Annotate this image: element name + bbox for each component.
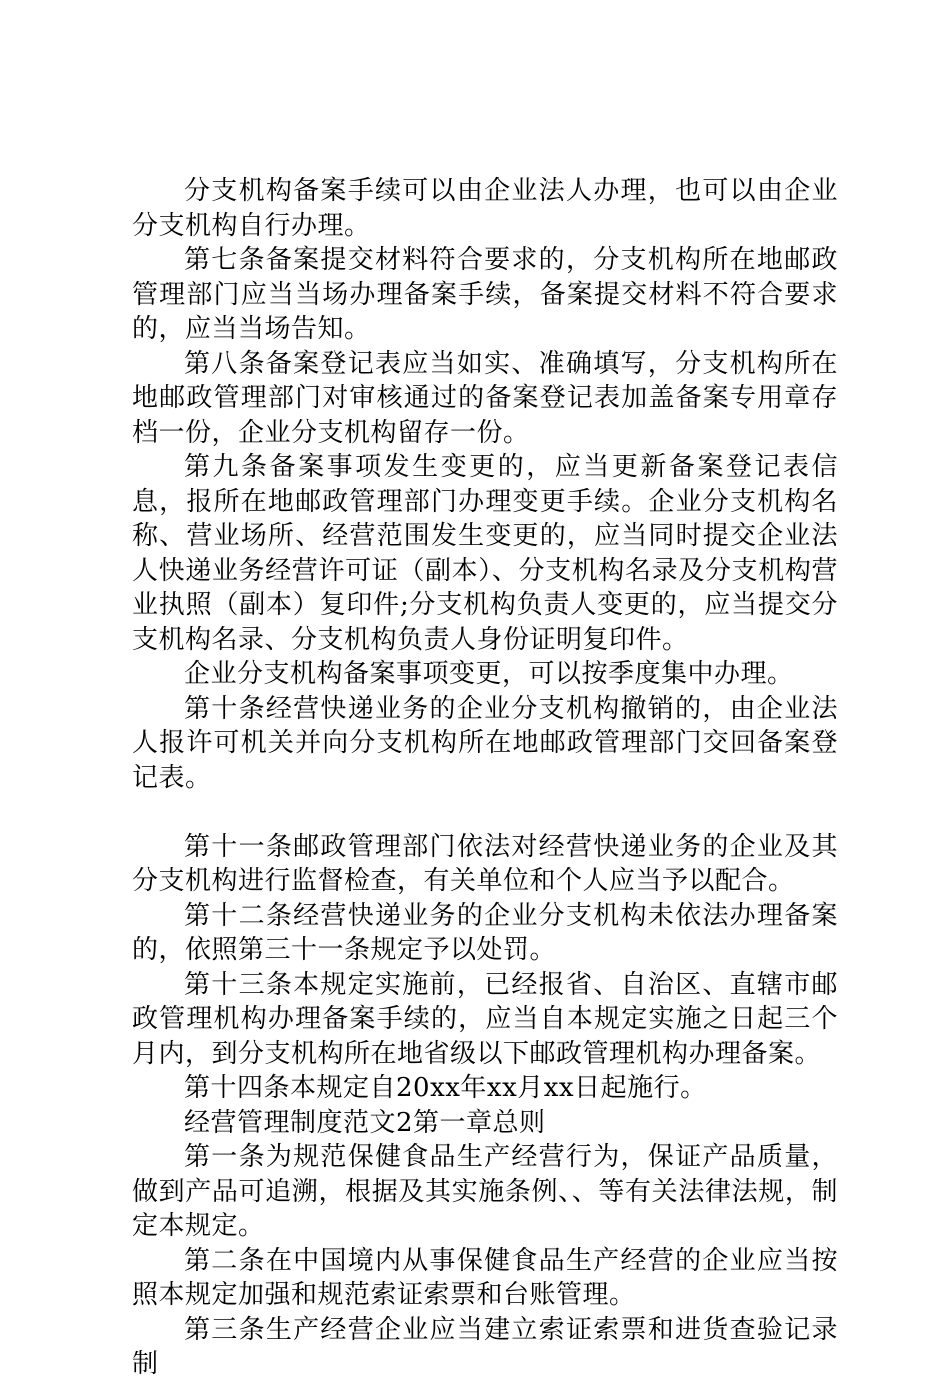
paragraph: 第十二条经营快递业务的企业分支机构未依法办理备案的，依照第三十一条规定予以处罚。	[132, 900, 838, 965]
document-body	[132, 174, 838, 1382]
paragraph: 第九条备案事项发生变更的，应当更新备案登记表信息，报所在地邮政管理部门办理变更手续。企业分支机构名称、营业场所、经营范围发生变更的，应当同时提交企业法人快递业务经营许可证（副本）、分支机构名录及分支机构营业执照（副本）复印件;分支机构负责人变更的，应当提交分支机构名录、分支机构负责人身份证明复印件。	[132, 452, 838, 655]
paragraph: 第八条备案登记表应当如实、准确填写，分支机构所在地邮政管理部门对审核通过的备案登记表加盖备案专用章存档一份，企业分支机构留存一份。	[132, 348, 838, 448]
paragraph: 第七条备案提交材料符合要求的，分支机构所在地邮政管理部门应当当场办理备案手续，备案提交材料不符合要求的，应当当场告知。	[132, 245, 838, 344]
paragraph: 第十一条邮政管理部门依法对经营快递业务的企业及其分支机构进行监督检查，有关单位和个人应当予以配合。	[132, 831, 838, 896]
paragraph: 第十三条本规定实施前，已经报省、自治区、直辖市邮政管理机构办理备案手续的，应当自本规定实施之日起三个月内，到分支机构所在地省级以下邮政管理机构办理备案。	[132, 969, 838, 1069]
paragraph: 第十条经营快递业务的企业分支机构撤销的，由企业法人报许可机关并向分支机构所在地邮政管理部门交回备案登记表。	[132, 693, 838, 793]
paragraph: 企业分支机构备案事项变更，可以按季度集中办理。	[184, 659, 794, 689]
section-heading: 经营管理制度范文2第一章总则	[184, 1107, 546, 1138]
paragraph: 第二条在中国境内从事保健食品生产经营的企业应当按照本规定加强和规范索证索票和台账管理。	[132, 1245, 838, 1310]
paragraph: 第三条生产经营企业应当建立索证索票和进货查验记录制	[132, 1314, 838, 1379]
paragraph: 第一条为规范保健食品生产经营行为，保证产品质量，做到产品可追溯，根据及其实施条例、、等有关法律法规，制定本规定。	[132, 1142, 838, 1241]
paragraph: 第十四条本规定自20xx年xx月xx日起施行。	[184, 1073, 707, 1103]
paragraph: 分支机构备案手续可以由企业法人办理，也可以由企业分支机构自行办理。	[132, 176, 838, 241]
